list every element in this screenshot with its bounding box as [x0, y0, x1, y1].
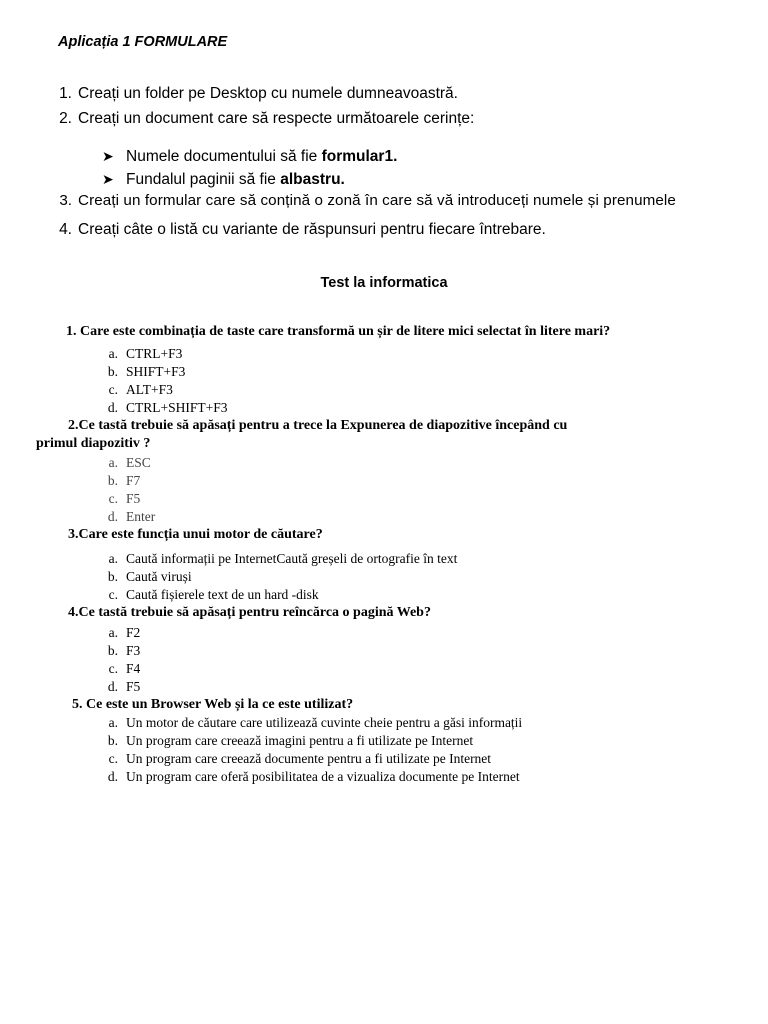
question-2-continued: primul diapozitiv ?: [36, 436, 151, 451]
question-1: 1. Care este combinația de taste care transformă un șir de litere mici selectat în litere mari?: [66, 324, 611, 339]
instruction-text: Creați un formular care să conțină o zonă în care să vă introduceți numele și prenumele: [78, 192, 676, 209]
instruction-text: Creați un folder pe Desktop cu numele dumneavoastră.: [78, 85, 458, 102]
instruction-number: 3.: [59, 192, 72, 209]
requirement-value: albastru.: [280, 171, 345, 188]
question-2: 2.Ce tastă trebuie să apăsați pentru a trece la Expunerea de diapozitive începând cu: [68, 418, 568, 433]
requirement-text: Fundalul paginii să fie albastru.: [126, 171, 345, 188]
requirement-text: Numele documentului să fie formular1.: [126, 148, 398, 165]
question-3: 3.Care este funcția unui motor de căutare?: [68, 527, 323, 542]
document-title: Aplicația 1 FORMULARE: [58, 34, 228, 50]
question-5: 5. Ce este un Browser Web și la ce este utilizat?: [72, 697, 354, 712]
requirement-value: formular1.: [321, 148, 398, 165]
instruction-number: 4.: [59, 221, 72, 238]
arrow-bullet-icon: ➤: [102, 148, 114, 164]
instruction-text: Creați câte o listă cu variante de răspunsuri pentru fiecare întrebare.: [78, 221, 546, 238]
question-4: 4.Ce tastă trebuie să apăsați pentru reîncărca o pagină Web?: [68, 605, 431, 620]
test-title: Test la informatica: [320, 275, 448, 291]
arrow-bullet-icon: ➤: [102, 171, 114, 187]
instruction-text: Creați un document care să respecte următoarele cerințe:: [78, 110, 475, 127]
instruction-number: 1.: [59, 85, 72, 102]
instruction-number: 2.: [59, 110, 72, 127]
